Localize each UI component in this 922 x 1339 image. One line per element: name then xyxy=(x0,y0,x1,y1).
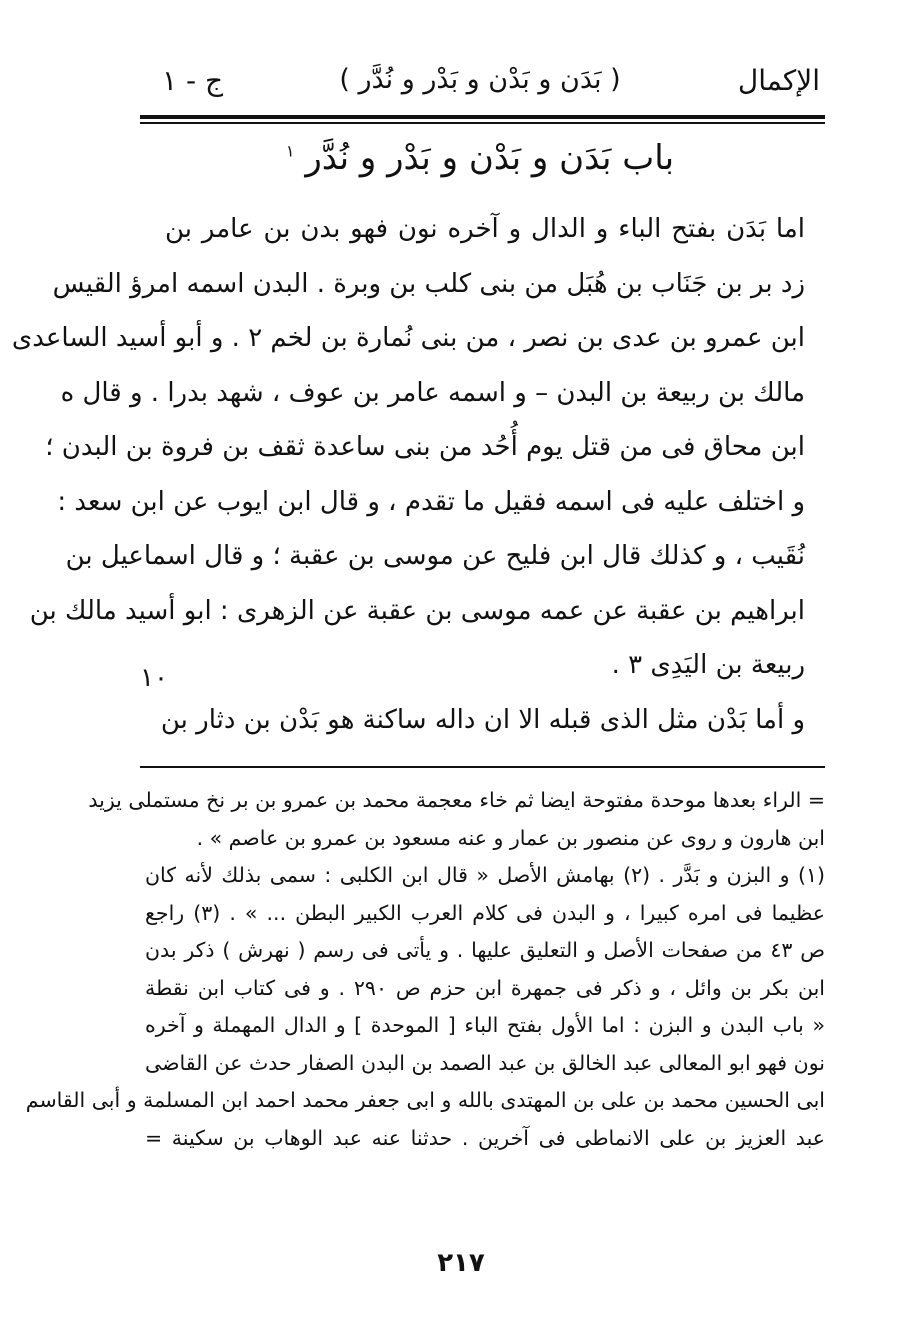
text-line: ابن محاق فى من قتل يوم أُحُد من بنى ساعدة ثقف بن فروة بن البدن ؛ xyxy=(45,432,805,462)
text-line: نُقَيب ، و كذلك قال ابن فليح عن موسى بن عقبة ؛ و قال اسماعيل بن xyxy=(65,541,805,571)
section-title: ( بَدَن و بَدْن و بَدْر و نُدَّر ) xyxy=(339,64,621,95)
running-head xyxy=(140,58,820,106)
text-line: و اختلف عليه فى اسمه فقيل ما تقدم ، و قال ابن ايوب عن ابن سعد : xyxy=(57,486,805,517)
footnote-line: « باب البدن و البزن : اما الأول بفتح الباء [ الموحدة ] و الدال المهملة و آخره xyxy=(145,1013,825,1037)
chapter-heading xyxy=(140,138,820,178)
text-line: اما بَدَن بفتح الباء و الدال و آخره نون فهو بدن بن عامر بن xyxy=(165,214,805,244)
footnote-line: ص ٤٣ من صفحات الأصل و التعليق عليها . و يأتى فى رسم ( نهرش ) ذكر بدن xyxy=(145,938,825,962)
volume-number: ج - ١ xyxy=(162,64,224,97)
book-title: الإكمال xyxy=(737,64,820,97)
margin-line-number: ١٠ xyxy=(140,663,168,693)
text-line: ربيعة بن اليَدِى ٣ . xyxy=(611,650,805,680)
text-line: زد بر بن جَنَاب بن هُبَل من بنى كلب بن وبرة . البدن اسمه امرؤ القيس xyxy=(52,268,805,299)
footnote-line: عظيما فى امره كبيرا ، و البدن فى كلام العرب الكبير البطن ... » . (٣) راجع xyxy=(145,900,825,925)
footnote-line: عبد العزيز بن على الانماطى فى آخرين . حدثنا عنه عبد الوهاب بن سكينة = xyxy=(145,1125,825,1150)
text-line: و أما بَدْن مثل الذى قبله الا ان داله ساكنة هو بَدْن بن دثار بن xyxy=(160,704,805,735)
footnote-rule xyxy=(140,766,825,768)
footnote-line: ابن بكر بن وائل ، و ذكر فى جمهرة ابن حزم ص ٢٩٠ . و فى كتاب ابن نقطة xyxy=(145,975,825,1000)
footnote-line: ابن هارون و روى عن منصور بن عمار و عنه مسعود بن عمرو بن عاصم » . xyxy=(196,825,825,850)
text-line: ابن عمرو بن عدى بن نصر ، من بنى نُمارة بن لخم ٢ . و أبو أسيد الساعدى xyxy=(11,323,805,353)
chapter-heading-text: باب بَدَن و بَدْن و بَدْر و نُدَّر xyxy=(305,138,675,178)
footnote-line: ابى الحسين محمد بن على بن المهتدى بالله و ابى جعفر محمد احمد ابن المسلمة و أبى القاسم xyxy=(25,1088,825,1112)
header-rule-thick xyxy=(140,115,825,119)
header-rule-thin xyxy=(140,122,825,124)
page-number: ٢١٧ xyxy=(437,1248,485,1278)
footnote-line: (١) و البزن و بَدَّر . (٢) بهامش الأصل « قال ابن الكلبى : سمى بذلك لأنه كان xyxy=(145,863,825,887)
footnotes xyxy=(25,782,825,1157)
heading-note-marker: ١ xyxy=(285,141,295,161)
text-line: ابراهيم بن عقبة عن عمه موسى بن عقبة عن الزهرى : ابو أسيد مالك بن xyxy=(29,595,805,626)
footnote-line: نون فهو ابو المعالى عبد الخالق بن عبد الصمد بن البدن الصفار حدث عن القاضى xyxy=(145,1050,825,1075)
footnote-line: = الراء بعدها موحدة مفتوحة ايضا ثم خاء معجمة محمد بن عمرو بن بر نخ مستملى يزيد xyxy=(88,788,825,812)
text-line: مالك بن ربيعة بن البدن – و اسمه عامر بن عوف ، شهد بدرا . و قال ه xyxy=(60,377,805,408)
